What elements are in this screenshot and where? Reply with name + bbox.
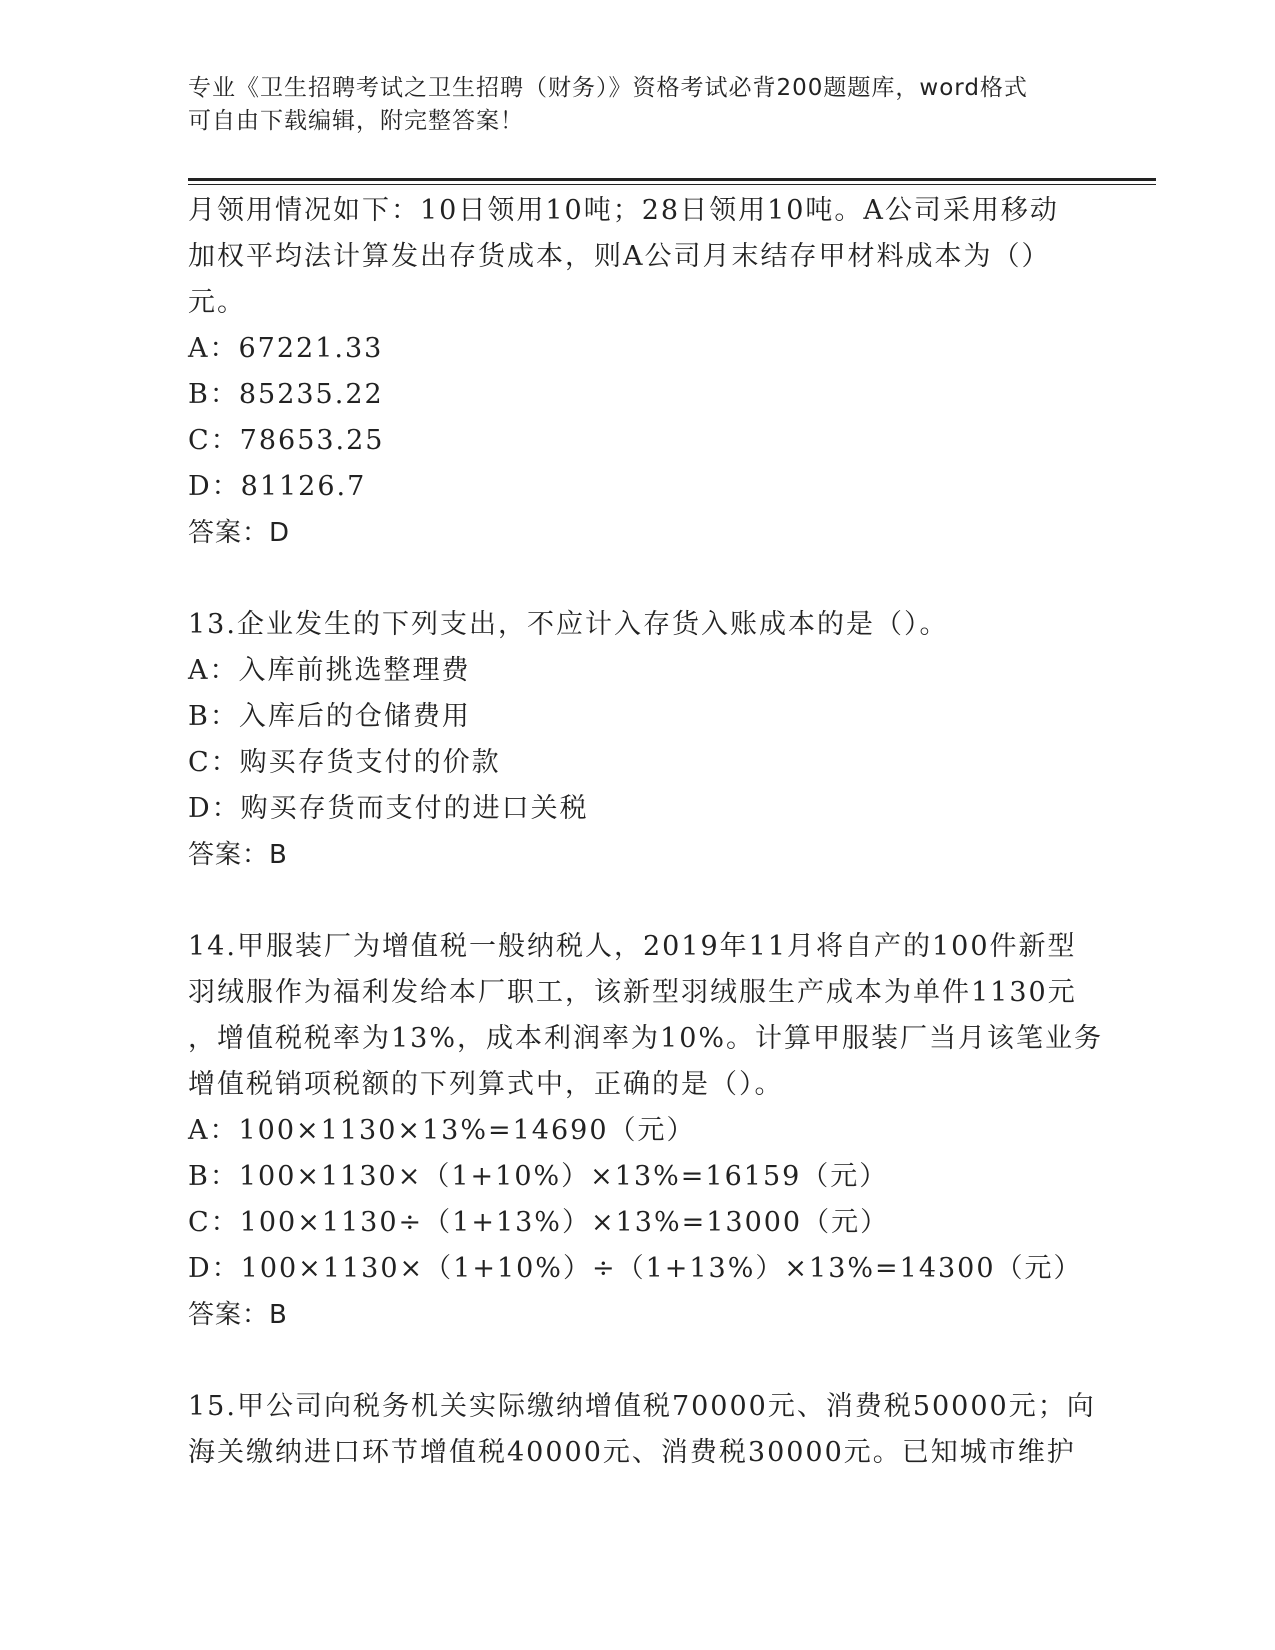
option-a: A：67221.33 bbox=[188, 333, 384, 364]
spacer bbox=[188, 878, 1073, 924]
header-line-2: 可自由下载编辑，附完整答案！ bbox=[188, 108, 524, 134]
question-13 bbox=[188, 602, 1073, 878]
option-b: B：入库后的仓储费用 bbox=[188, 701, 471, 732]
question-text-line: 月领用情况如下：10日领用10吨；28日领用10吨。A公司采用移动 bbox=[188, 195, 1059, 226]
document-header bbox=[188, 72, 1068, 138]
question-text-line: 元。 bbox=[188, 287, 246, 318]
question-12 bbox=[188, 188, 1073, 556]
document-body bbox=[188, 188, 1104, 1476]
question-text-line: 13.企业发生的下列支出，不应计入存货入账成本的是（）。 bbox=[188, 609, 949, 640]
option-a: A：100×1130×13%=14690（元） bbox=[188, 1115, 696, 1146]
question-14 bbox=[188, 924, 1104, 1338]
header-divider-thin bbox=[188, 184, 1156, 185]
option-b: B：85235.22 bbox=[188, 379, 384, 410]
question-text-line: 加权平均法计算发出存货成本，则A公司月末结存甲材料成本为（） bbox=[188, 241, 1051, 272]
spacer bbox=[188, 1338, 1073, 1384]
answer: 答案：D bbox=[188, 518, 291, 548]
spacer bbox=[188, 556, 1073, 602]
option-a: A：入库前挑选整理费 bbox=[188, 655, 471, 686]
question-text-line: ，增值税税率为13%，成本利润率为10%。计算甲服装厂当月该笔业务 bbox=[188, 1023, 1104, 1054]
question-15 bbox=[188, 1384, 1096, 1476]
option-c: C：购买存货支付的价款 bbox=[188, 747, 501, 778]
question-text-line: 羽绒服作为福利发给本厂职工，该新型羽绒服生产成本为单件1130元 bbox=[188, 977, 1077, 1008]
header-divider-thick bbox=[188, 178, 1156, 181]
question-text-line: 14.甲服装厂为增值税一般纳税人，2019年11月将自产的100件新型 bbox=[188, 931, 1077, 962]
option-d: D：81126.7 bbox=[188, 471, 367, 502]
answer: 答案：B bbox=[188, 840, 288, 870]
header-line-1: 专业《卫生招聘考试之卫生招聘（财务）》资格考试必背200题题库，word格式 bbox=[188, 75, 1028, 101]
option-d: D：购买存货而支付的进口关税 bbox=[188, 793, 589, 824]
option-c: C：100×1130÷（1+13%）×13%=13000（元） bbox=[188, 1207, 890, 1238]
option-d: D：100×1130×（1+10%）÷（1+13%）×13%=14300（元） bbox=[188, 1253, 1083, 1284]
question-text-line: 增值税销项税额的下列算式中，正确的是（）。 bbox=[188, 1069, 784, 1100]
answer: 答案：B bbox=[188, 1300, 288, 1330]
option-c: C：78653.25 bbox=[188, 425, 385, 456]
option-b: B：100×1130×（1+10%）×13%=16159（元） bbox=[188, 1161, 889, 1192]
question-text-line: 海关缴纳进口环节增值税40000元、消费税30000元。已知城市维护 bbox=[188, 1437, 1076, 1468]
question-text-line: 15.甲公司向税务机关实际缴纳增值税70000元、消费税50000元；向 bbox=[188, 1391, 1096, 1422]
